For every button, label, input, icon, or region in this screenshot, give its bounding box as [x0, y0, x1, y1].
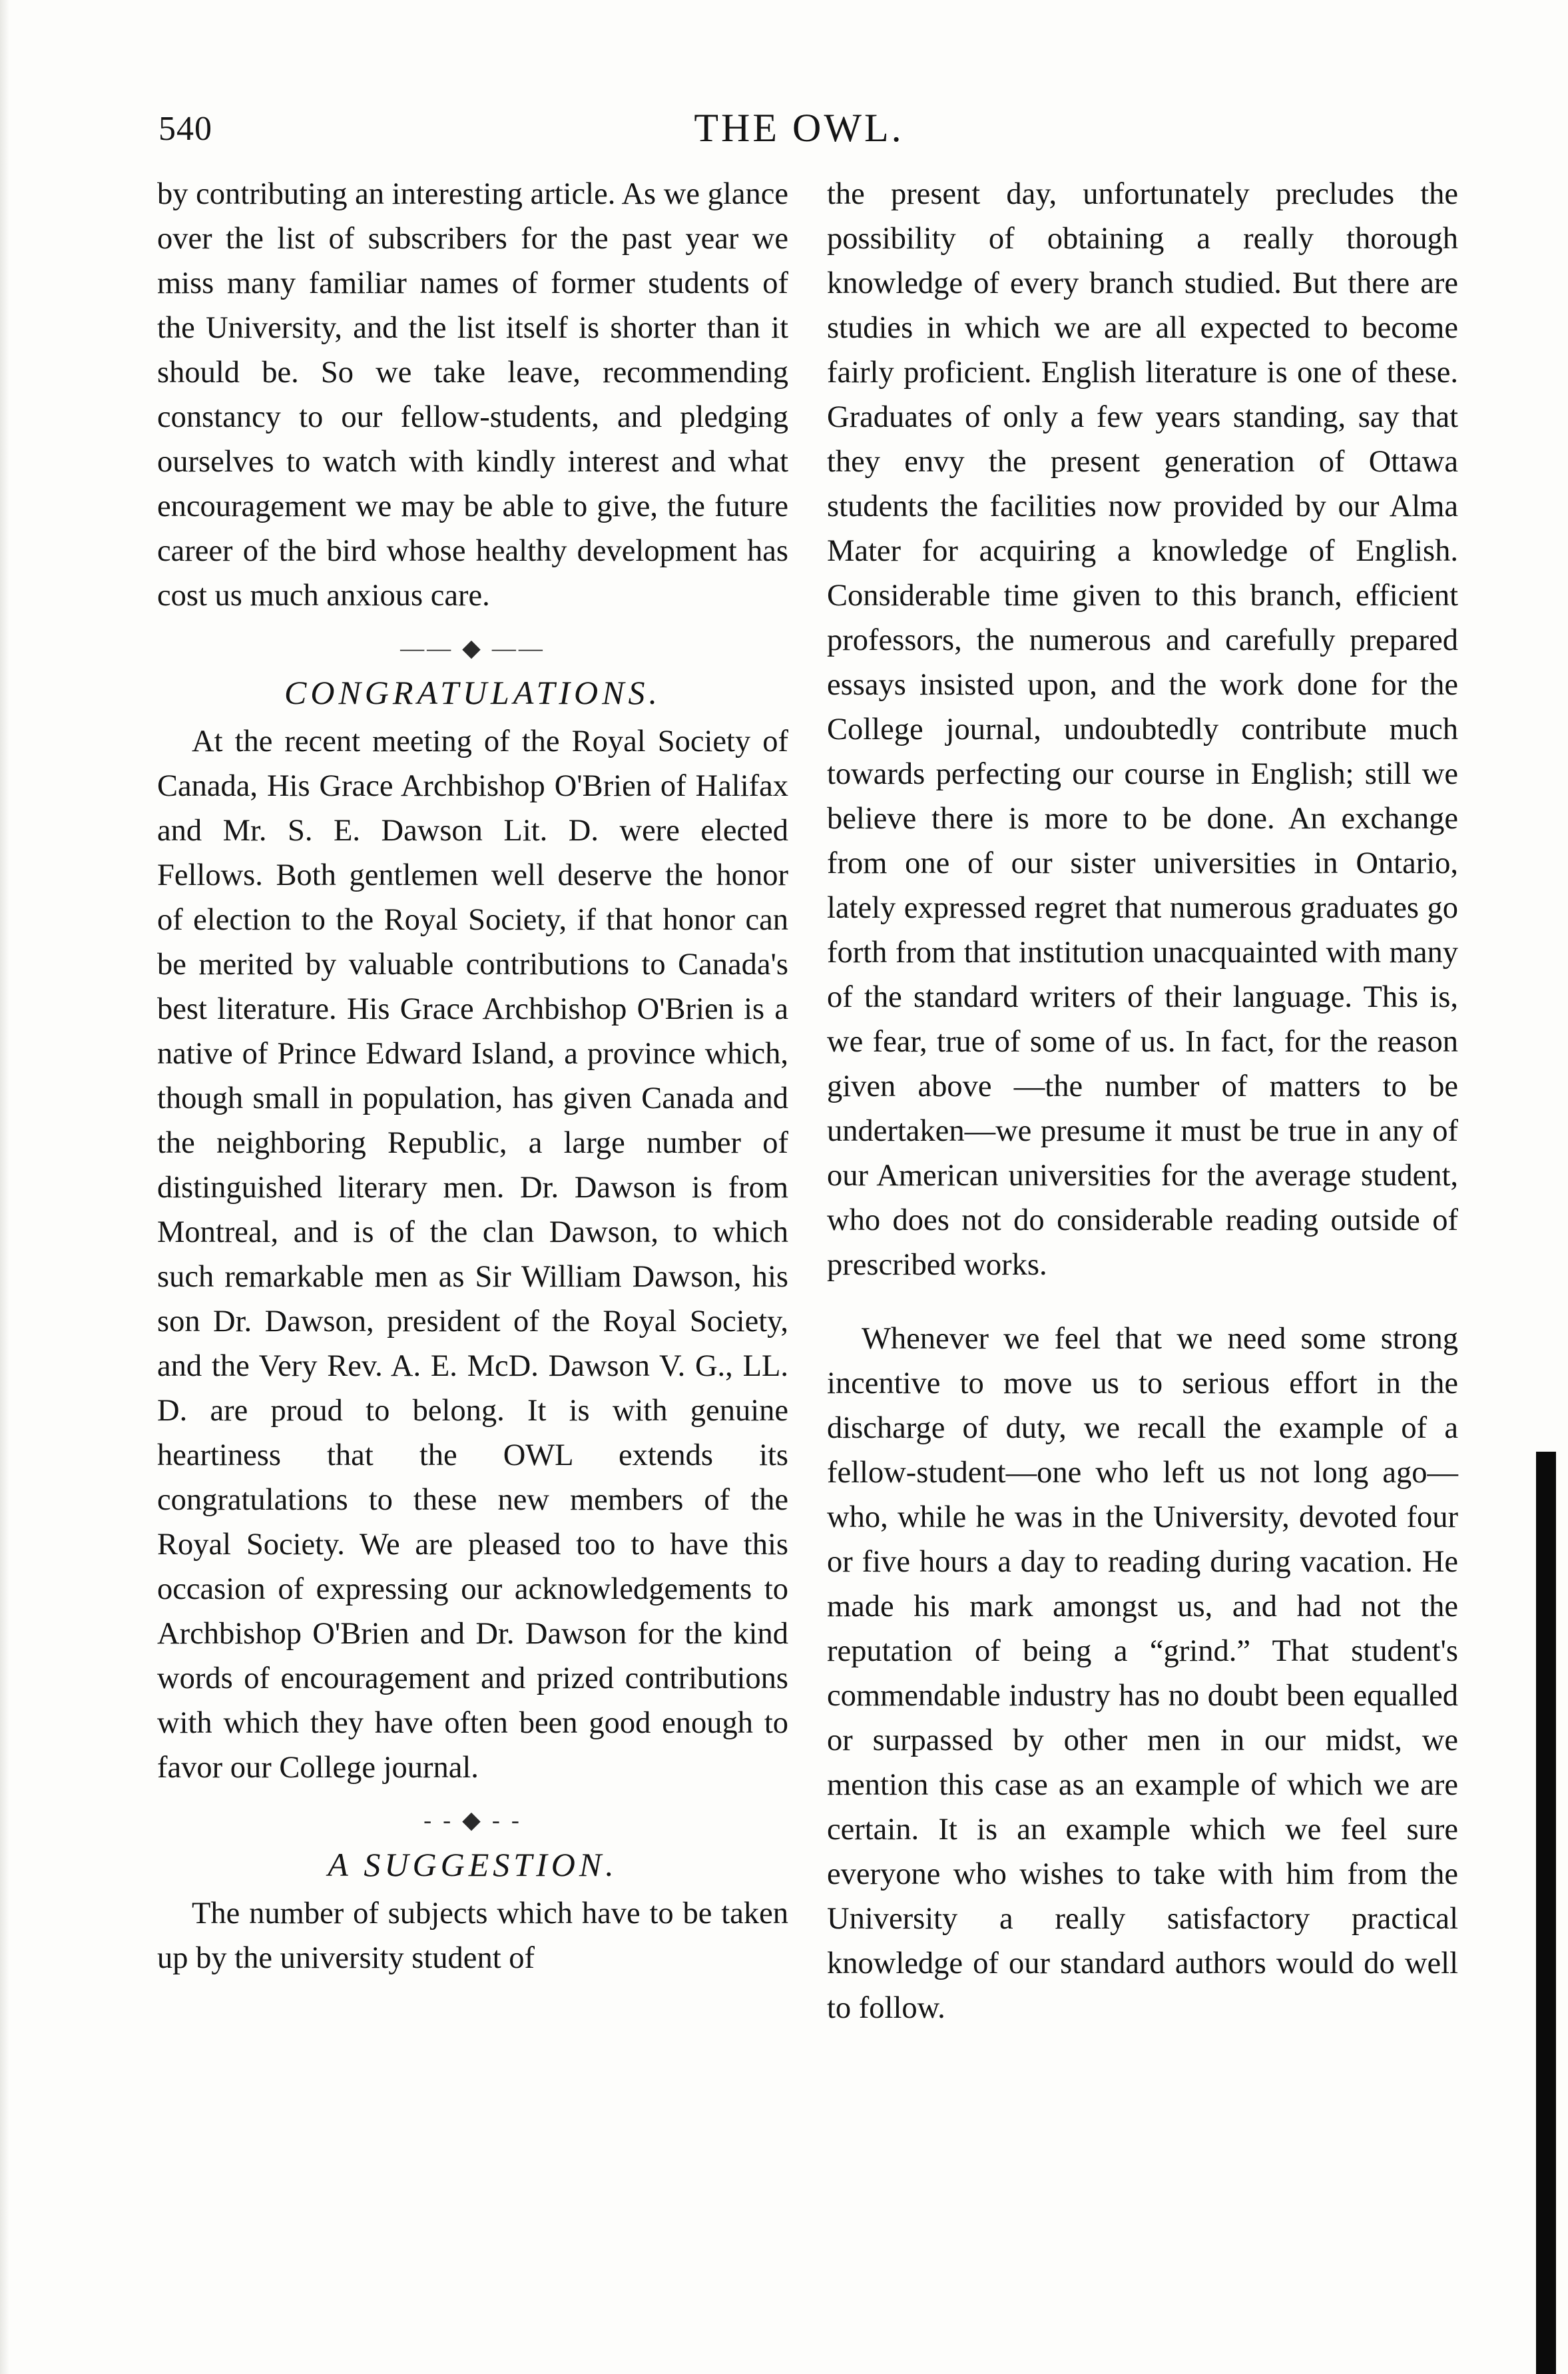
page-number: 540 [158, 110, 212, 148]
industry-paragraph: Whenever we feel that we need some strong incentive to move us to serious effort in the discharge of duty, we recall the example of a fellow-student—one who left us not long ago—who, while he was in the University, devoted four or five hours a day to reading during vacation. He made his mark amongst us, and had not the reputation of being a “grind.” That student's commendable industry has no doubt been equalled or surpassed by other men in our midst, we mention this case as an example of which we are certain. It is an example which we feel sure everyone who wishes to take with him from the University a really satisfactory practical knowledge of our standard authors would do well to follow. [827, 1322, 1458, 2025]
running-title: THE OWL. [694, 106, 904, 150]
suggestion-paragraph-continued: the present day, unfortunately precludes the possibility of obtaining a really thorough knowledge of every branch studied. But there are studies in which we are all expected to become fairly proficient. English literature is one of these. Graduates of only a few years standing, say that they envy the present generation of Ottawa students the facilities now provided by our Alma Mater for acquiring a knowledge of English. Considerable time given to this branch, efficient professors, the numerous and carefully prepared essays insisted upon, and the work done for the College journal, undoubtedly contribute much towards perfecting our course in English; still we believe there is more to be done. An exchange from one of our sister universities in Ontario, lately expressed regret that numerous graduates go forth from that institution unacquainted with many of the standard writers of their language. This is, we fear, true of some of us. In fact, for the reason given above —the number of matters to be undertaken—we presume it must be true in any of our American universities for the average student, who does not do considerable reading outside of prescribed works. [827, 177, 1458, 1282]
left-column [157, 172, 788, 1980]
congratulations-heading: CONGRATULATIONS. [284, 674, 661, 711]
page-header [153, 100, 1445, 153]
section-divider: - - ◆ - - [423, 1807, 522, 1833]
suggestion-paragraph-start: The number of subjects which have to be taken up by the university student of [157, 1897, 788, 1975]
intro-paragraph: by contributing an interesting article. As we glance over the list of subscribers for the past year we miss many familiar names of former students of the University, and the list itself is shorter than it should be. So we take leave, recommending constancy to our fellow-students, and pledging ourselves to watch with kindly interest and what encouragement we may be able to give, the future career of the bird whose healthy development has cost us much anxious care. [157, 177, 788, 613]
congratulations-paragraph: At the recent meeting of the Royal Society of Canada, His Grace Archbishop O'Brien of Halifax and Mr. S. E. Dawson Lit. D. were elected Fellows. Both gentlemen well deserve the honor of election to the Royal Society, if that honor can be merited by valuable contributions to Canada's best literature. His Grace Archbishop O'Brien is a native of Prince Edward Island, a province which, though small in population, has given Canada and the neighboring Republic, a large number of distinguished literary men. Dr. Dawson is from Montreal, and is of the clan Dawson, to which such remarkable men as Sir William Dawson, his son Dr. Dawson, president of the Royal Society, and the Very Rev. A. E. McD. Dawson V. G., LL. D. are proud to belong. It is with genuine heartiness that the OWL extends its congratulations to these new members of the Royal Society. We are pleased too to have this occasion of expressing our acknowledgements to Archbishop O'Brien and Dr. Dawson for the kind words of encouragement and prized contributions with which they have often been good enough to favor our College journal. [157, 725, 788, 1785]
scan-edge-shadow [1536, 1452, 1556, 2374]
suggestion-heading: A SUGGESTION. [328, 1846, 618, 1883]
scan-edge-left [0, 0, 9, 2374]
section-divider: —— ◆ —— [400, 635, 545, 661]
right-column [827, 172, 1458, 2030]
